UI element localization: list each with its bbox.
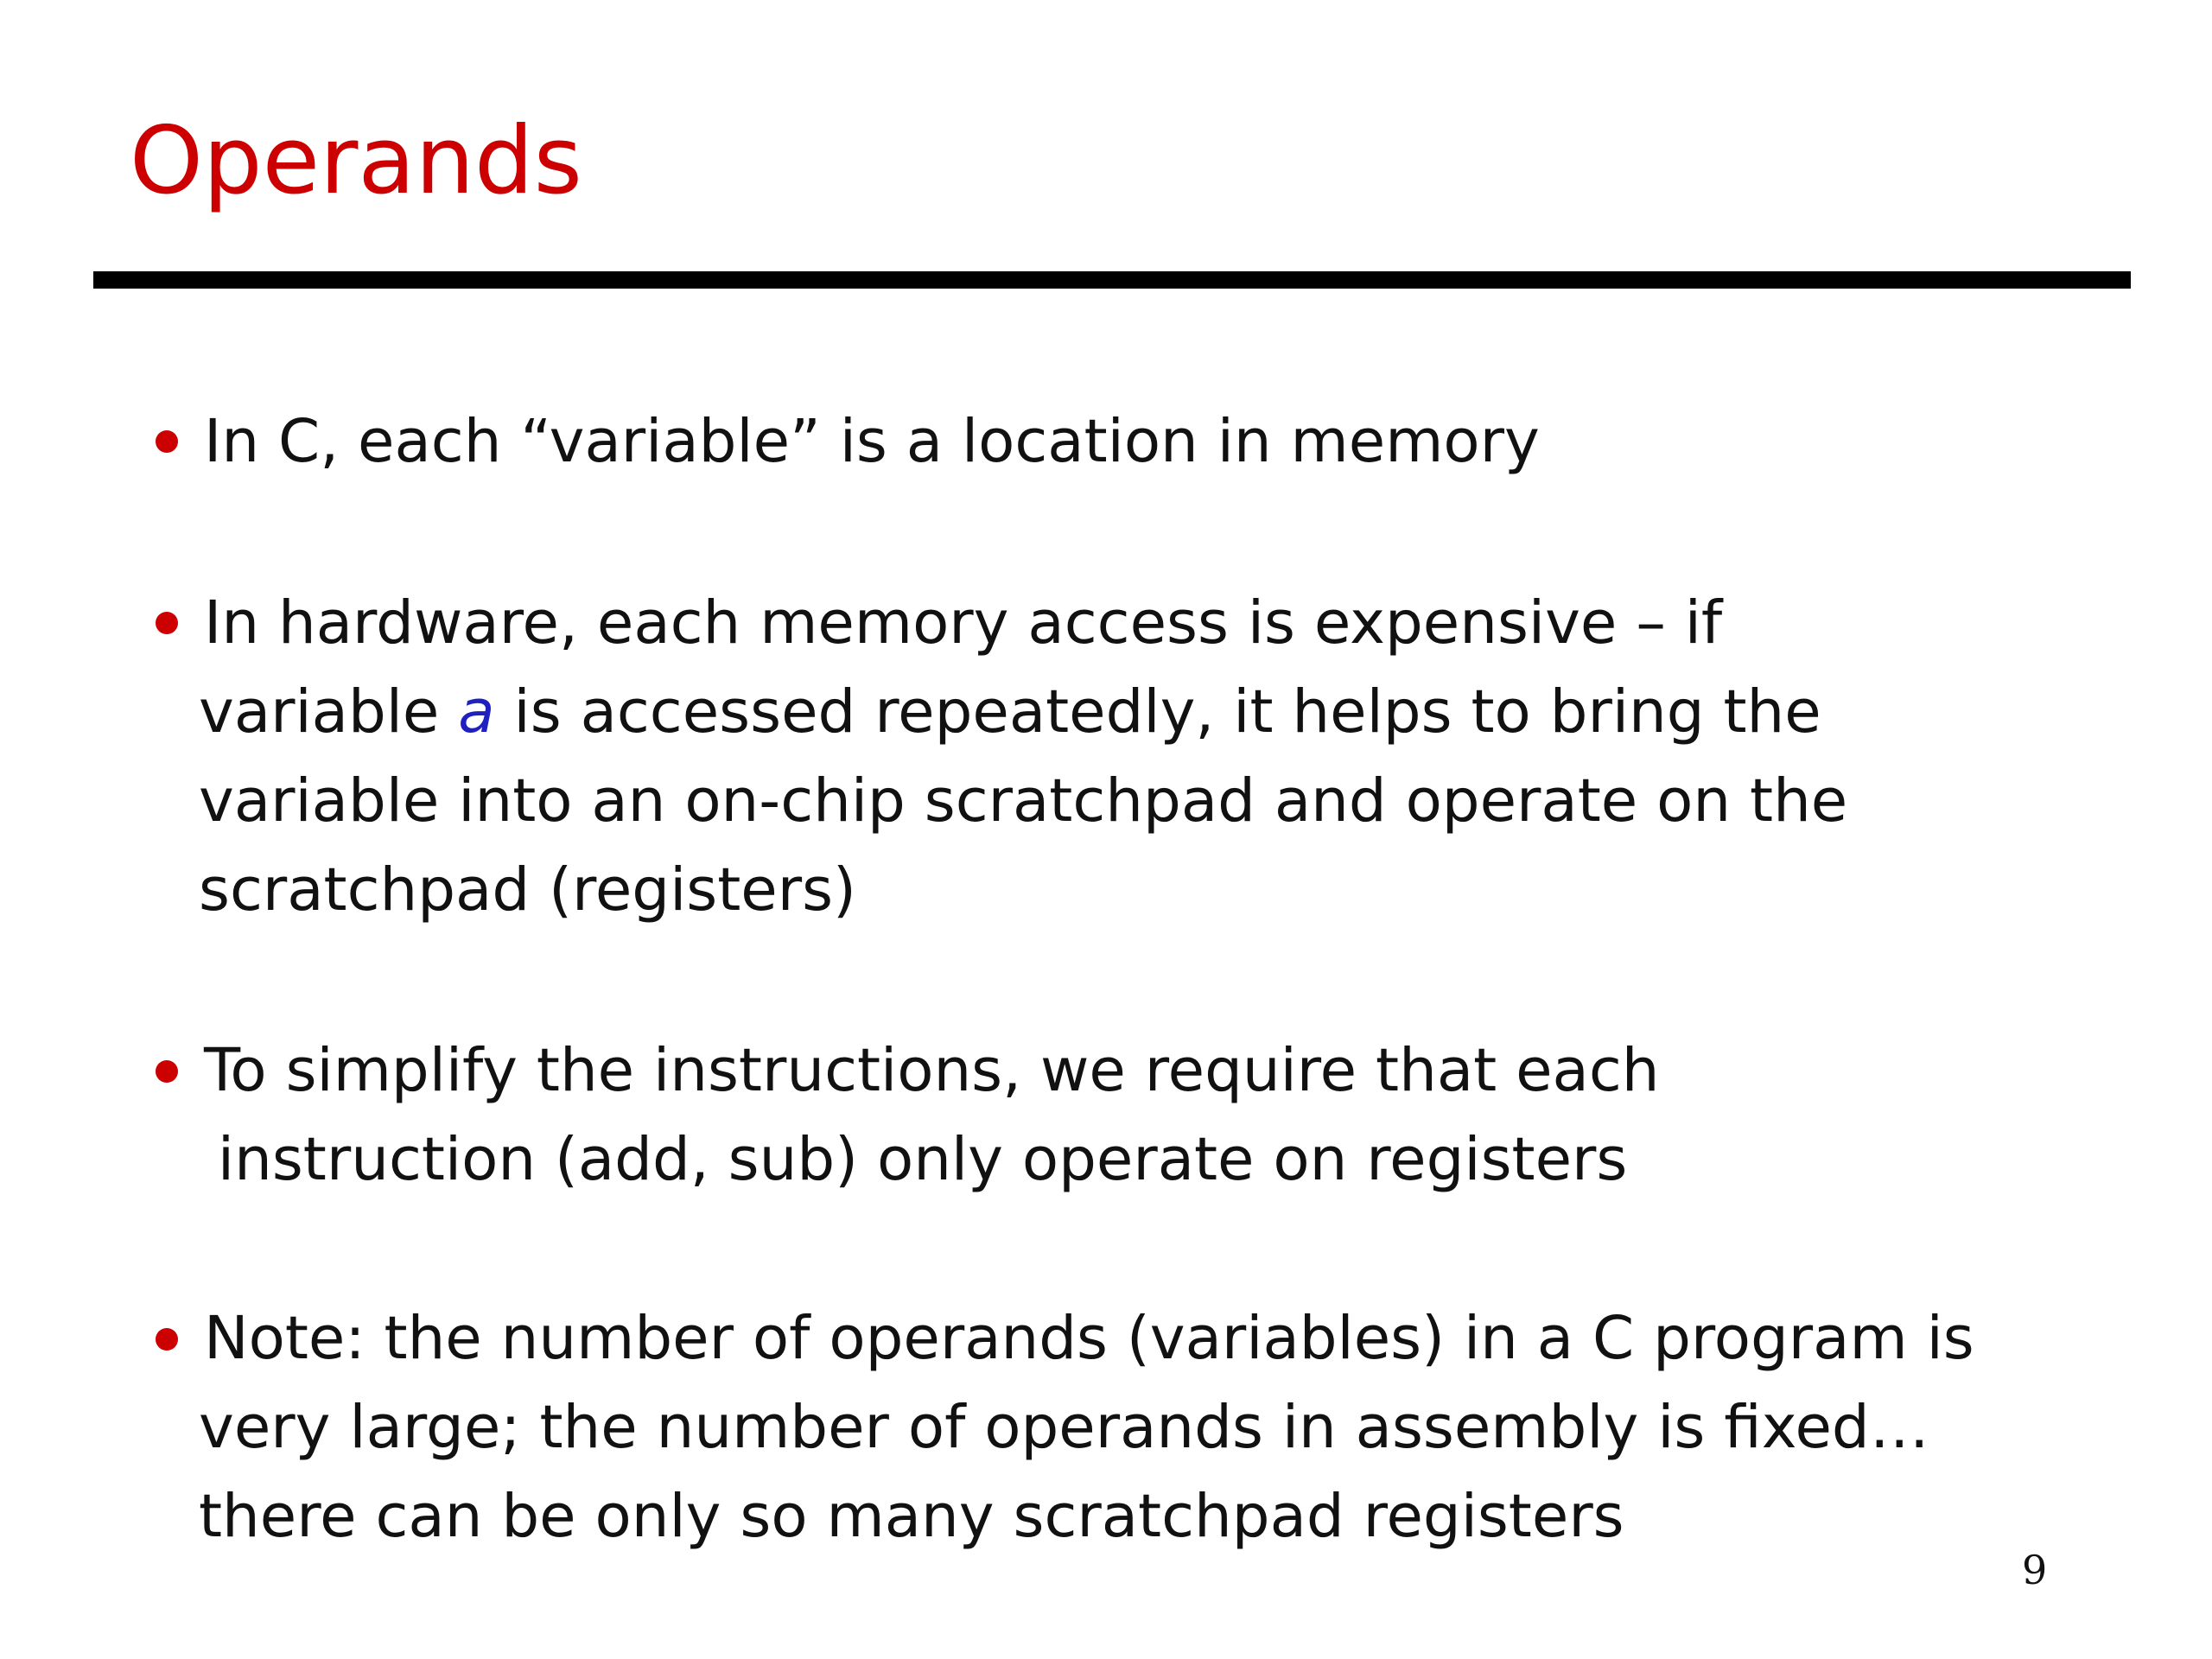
bullet-2-line-2-start: variable <box>199 677 459 747</box>
bullet-dot-icon <box>156 612 178 634</box>
bullet-2-line-4: scratchpad (registers) <box>199 855 856 925</box>
bullet-dot-icon <box>156 1328 178 1351</box>
bullet-3-line-2: instruction (add, sub) only operate on registers <box>199 1125 1628 1194</box>
page-number: 9 <box>2022 1547 2048 1593</box>
bullet-2-line-1: In hardware, each memory access is expensive – if <box>204 588 1723 658</box>
bullet-3-line-1: To simplify the instructions, we require that each <box>204 1036 1660 1105</box>
variable-a: a <box>458 677 495 747</box>
bullet-4-line-1: Note: the number of operands (variables) in a C program is <box>204 1304 1974 1373</box>
bullet-4-line-2: very large; the number of operands in assembly is fixed… <box>199 1393 1929 1462</box>
bullet-2-line-2-end: is accessed repeatedly, it helps to bring the <box>494 677 1821 747</box>
bullet-dot-icon <box>156 430 178 453</box>
slide-title: Operands <box>130 107 582 215</box>
bullet-4-line-3: there can be only so many scratchpad registers <box>199 1482 1624 1551</box>
bullet-2-line-3: variable into an on-chip scratchpad and operate on the <box>199 766 1848 836</box>
bullet-2-line-2 <box>199 677 1821 747</box>
bullet-dot-icon <box>156 1060 178 1083</box>
bullet-1-line-1: In C, each “variable” is a location in memory <box>204 407 1540 476</box>
